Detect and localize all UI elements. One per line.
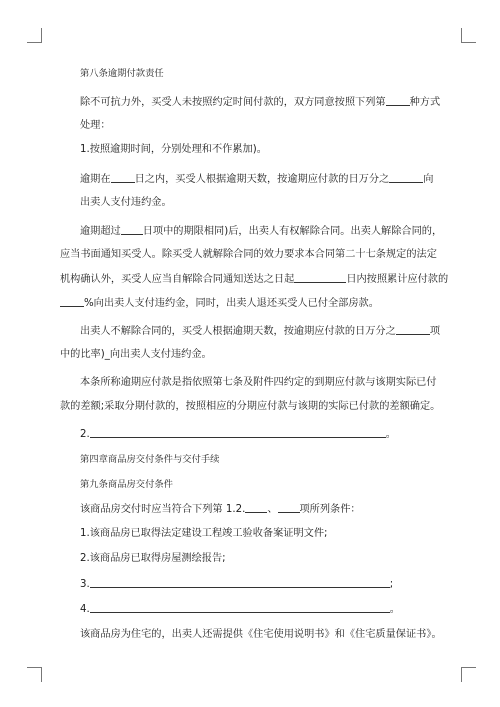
blank-field[interactable] — [389, 172, 423, 183]
blank-field[interactable] — [396, 324, 430, 335]
blank-field[interactable] — [90, 577, 390, 588]
paragraph-2-line-2: 出卖人支付违约金。 — [80, 197, 172, 208]
condition-3: 3. ; — [80, 579, 394, 590]
paragraph-2-line-1: 逾期在 日之内，买受人根据逾期天数，按逾期应付款的日万分之 向 — [80, 174, 434, 185]
crop-mark-bottom-right — [461, 667, 476, 682]
crop-mark-top-right — [461, 28, 476, 43]
article9-heading: 第九条商品房交付条件 — [80, 479, 173, 490]
blank-field[interactable] — [90, 427, 386, 438]
paragraph-3-line-4: %向出卖人支付违约金，同时，出卖人退还买受人已付全部房款。 — [60, 296, 379, 311]
crop-mark-top-left — [27, 28, 42, 43]
paragraph-3-line-3: 机构确认外，买受人应当自解除合同通知送达之日起 日内按照累计应付款的 — [60, 274, 449, 285]
paragraph-3-line-2: 应当书面通知买受人。除买受人就解除合同的效力要求本合同第二十七条规定的法定 — [60, 249, 437, 260]
blank-field[interactable] — [245, 502, 267, 513]
chapter-4-heading: 第四章商品房交付条件与交付手续 — [80, 454, 220, 465]
paragraph-3-line-1: 逾期超过 日项中的期限相同)后，出卖人有权解除合同。出卖人解除合同的， — [80, 226, 443, 237]
paragraph-4-line-1: 出卖人不解除合同的，买受人根据逾期天数，按逾期应付款的日万分之 项 — [80, 326, 440, 337]
condition-2: 2.该商品房已取得房屋测绘报告; — [80, 553, 226, 564]
paragraph-1-line-2: 处理： — [80, 120, 111, 131]
blank-field[interactable] — [121, 224, 143, 235]
condition-4: 4. 。 — [80, 604, 400, 615]
blank-field[interactable] — [111, 172, 135, 183]
paragraph-1-line-1: 除不可抗力外，买受人未按照约定时间付款的，双方同意按照下列第 种方式 — [80, 97, 441, 108]
blank-field[interactable] — [90, 602, 390, 613]
item-1: 1.按照逾期时间，分别处理和不作累加)。 — [80, 144, 267, 155]
blank-field[interactable] — [278, 502, 300, 513]
paragraph-6: 该商品房交付时应当符合下列第 1.2. 、 项所列条件： — [80, 504, 361, 515]
paragraph-4-line-2: 中的比率)_向出卖人支付违约金。 — [60, 349, 212, 360]
paragraph-7: 该商品房为住宅的，出卖人还需提供《住宅使用说明书》和《住宅质量保证书》。 — [80, 629, 442, 640]
condition-1: 1.该商品房已取得法定建设工程竣工验收备案证明文件; — [80, 528, 328, 539]
blank-field[interactable] — [60, 296, 84, 307]
crop-mark-bottom-left — [27, 667, 42, 682]
blank-field[interactable] — [386, 95, 410, 106]
article8-heading: 第八条逾期付款责任 — [80, 68, 164, 79]
item-2: 2. 。 — [80, 429, 396, 440]
paragraph-5-line-1: 本条所称逾期应付款是指依照第七条及附件四约定的到期应付款与该期实际已付 — [80, 377, 437, 388]
paragraph-5-line-2: 款的差额;采取分期付款的，按照相应的分期应付款与该期的实际已付款的差额确定。 — [60, 401, 441, 412]
blank-field[interactable] — [294, 272, 346, 283]
